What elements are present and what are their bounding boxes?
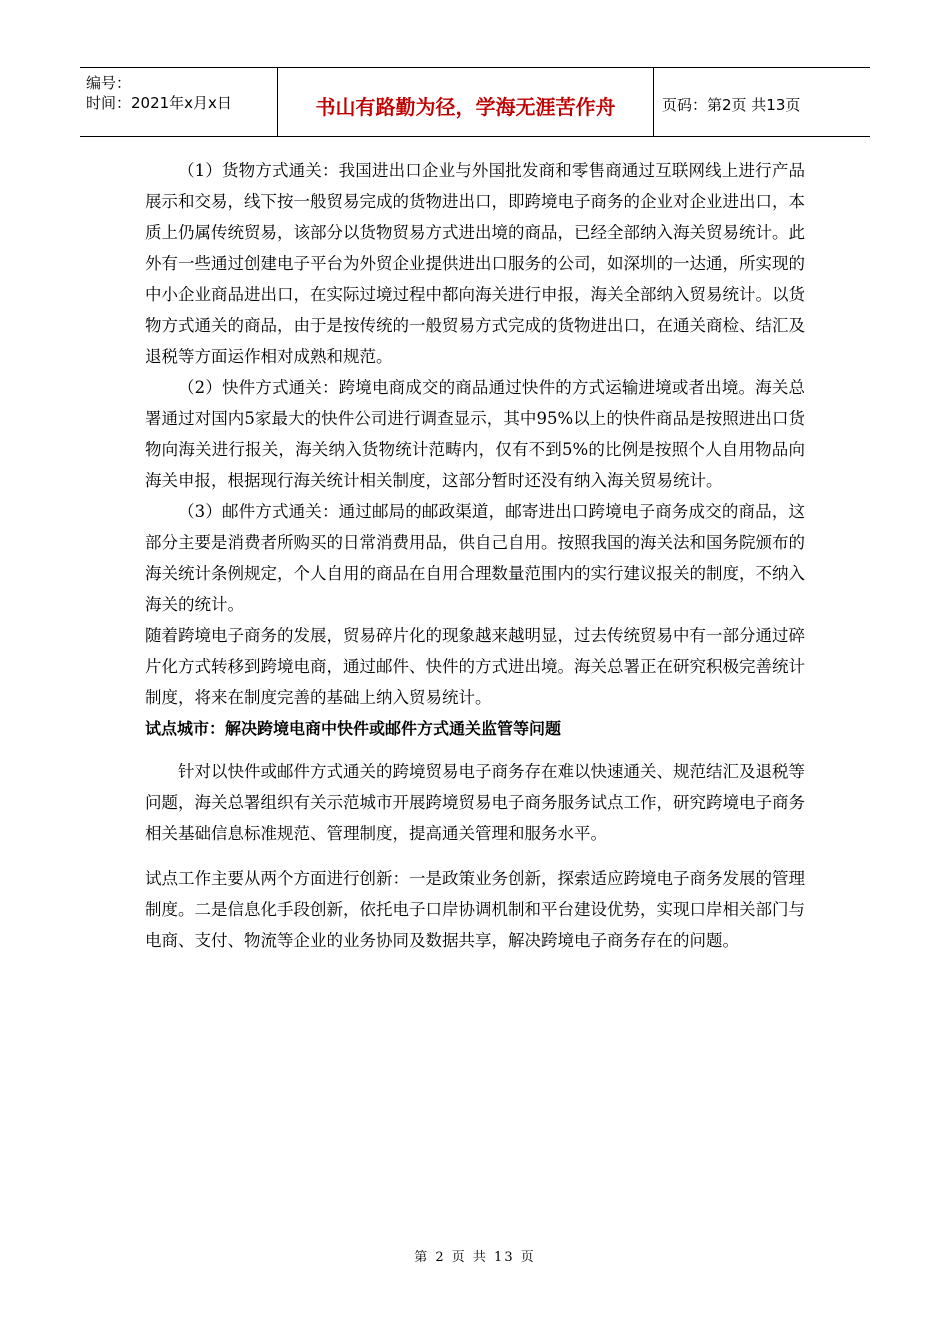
page-header bbox=[80, 67, 870, 137]
header-page-number: 页码：第2页 共13页 bbox=[662, 95, 801, 114]
page-footer: 第 2 页 共 13 页 bbox=[414, 1250, 536, 1265]
paragraph-goods-clearance: （1）货物方式通关：我国进出口企业与外国批发商和零售商通过互联网线上进行产品展示和交易，线下按一般贸易完成的货物进出口，即跨境电子商务的企业对企业进出口，本质上仍属传统贸易，该部分以货物贸易方式进出境的商品，已经全部纳入海关贸易统计。此外有一些通过创建电子平台为外贸企业提供进出口服务的公司，如深圳的一达通，所实现的中小企业商品进出口，在实际过境过程中都向海关进行申报，海关全部纳入贸易统计。以货物方式通关的商品，由于是按传统的一般贸易方式完成的货物进出口，在通关商检、结汇及退税等方面运作相对成熟和规范。 bbox=[145, 161, 805, 366]
paragraph-mail-clearance: （3）邮件方式通关：通过邮局的邮政渠道，邮寄进出口跨境电子商务成交的商品，这部分主要是消费者所购买的日常消费用品，供自己自用。按照我国的海关法和国务院颁布的海关统计条例规定，个人自用的商品在自用合理数量范围内的实行建议报关的制度，不纳入海关的统计。 bbox=[145, 502, 805, 614]
document-number-label: 编号： bbox=[86, 74, 132, 92]
document-body bbox=[145, 155, 805, 956]
section-heading: 试点城市：解决跨境电商中快件或邮件方式通关监管等问题 bbox=[145, 719, 562, 738]
header-motto: 书山有路勤为径，学海无涯苦作舟 bbox=[278, 68, 654, 136]
paragraph-pilot-innovation: 试点工作主要从两个方面进行创新：一是政策业务创新，探索适应跨境电子商务发展的管理制度。二是信息化手段创新，依托电子口岸协调机制和平台建设优势，实现口岸相关部门与电商、支付、物流等企业的业务协同及数据共享，解决跨境电子商务存在的问题。 bbox=[145, 869, 805, 950]
paragraph-trend: 随着跨境电子商务的发展，贸易碎片化的现象越来越明显，过去传统贸易中有一部分通过碎片化方式转移到跨境电商，通过邮件、快件的方式进出境。海关总署正在研究积极完善统计制度，将来在制度完善的基础上纳入贸易统计。 bbox=[145, 626, 805, 707]
paragraph-express-clearance: （2）快件方式通关：跨境电商成交的商品通过快件的方式运输进境或者出境。海关总署通过对国内5家最大的快件公司进行调查显示，其中95%以上的快件商品是按照进出口货物向海关进行报关，海关纳入货物统计范畴内，仅有不到5%的比例是按照个人自用物品向海关申报，根据现行海关统计相关制度，这部分暂时还没有纳入海关贸易统计。 bbox=[145, 378, 805, 490]
header-meta bbox=[80, 68, 278, 136]
paragraph-pilot-intro: 针对以快件或邮件方式通关的跨境贸易电子商务存在难以快速通关、规范结汇及退税等问题，海关总署组织有关示范城市开展跨境贸易电子商务服务试点工作，研究跨境电子商务相关基础信息标准规范、管理制度，提高通关管理和服务水平。 bbox=[145, 762, 805, 843]
document-time-label: 时间：2021年x月x日 bbox=[86, 94, 232, 112]
